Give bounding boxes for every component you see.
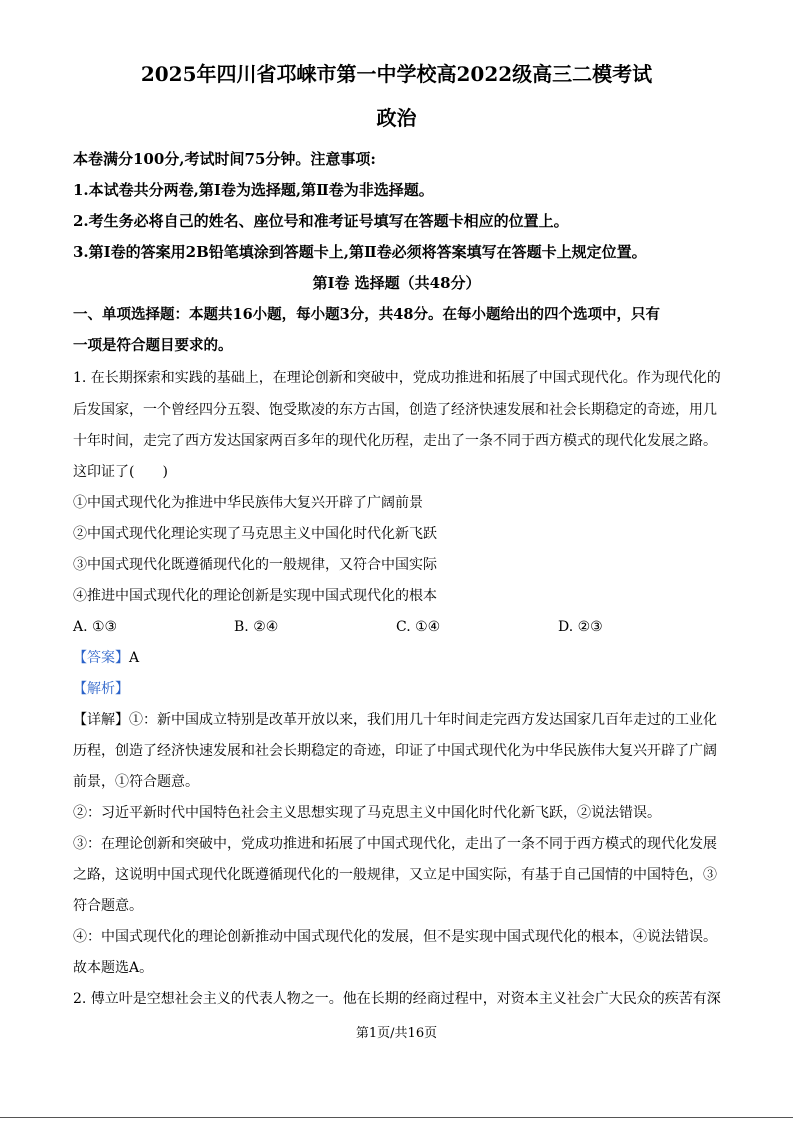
question-item: ①中国式现代化为推进中华民族伟大复兴开辟了广阔前景 (73, 495, 423, 511)
question-stem-line: 这印证了( ) (73, 464, 168, 480)
section-title: 第Ⅰ卷 选择题（共48分） (312, 274, 481, 292)
question-stem-line: 2. 傅立叶是空想社会主义的代表人物之一。他在长期的经商过程中，对资本主义社会广大民众的疾苦有深 (73, 991, 721, 1007)
answer-line (73, 648, 139, 668)
option-c: C. ①④ (396, 619, 441, 635)
question-item: ③中国式现代化既遵循现代化的一般规律，又符合中国实际 (73, 557, 437, 573)
subject-title: 政治 (376, 106, 417, 130)
page-number: 第1页/共16页 (355, 1026, 438, 1041)
question-item: ④推进中国式现代化的理论创新是实现中国式现代化的根本 (73, 588, 437, 604)
explanation-text: ①：新中国成立特别是改革开放以来，我们用几十年时间走完西方发达国家几百年走过的工业化 (129, 712, 717, 728)
answer-tag: 【答案】 (73, 650, 129, 666)
exam-note-line: 本卷满分100分,考试时间75分钟。注意事项: (73, 150, 376, 168)
explanation-line: ②：习近平新时代中国特色社会主义思想实现了马克思主义中国化时代化新飞跃，②说法错误。 (73, 805, 661, 821)
detail-tag: 【详解】 (73, 712, 129, 728)
option-a: A. ①③ (73, 619, 118, 635)
explanation-line: 历程，创造了经济快速发展和社会长期稳定的奇迹，印证了中国式现代化为中华民族伟大复兴开辟了广阔 (73, 743, 717, 759)
question-item: ②中国式现代化理论实现了马克思主义中国化时代化新飞跃 (73, 526, 437, 542)
exam-note-line: 1.本试卷共分两卷,第Ⅰ卷为选择题,第Ⅱ卷为非选择题。 (73, 181, 434, 199)
question-stem-line: 十年时间，走完了西方发达国家两百多年的现代化历程，走出了一条不同于西方模式的现代化发展之路。 (73, 433, 717, 449)
explanation-line: ④：中国式现代化的理论创新推动中国式现代化的发展，但不是实现中国式现代化的根本，④说法错误。 (73, 929, 717, 945)
question-stem-line: 后发国家，一个曾经四分五裂、饱受欺凌的东方古国，创造了经济快速发展和社会长期稳定的奇迹，用几 (73, 402, 717, 418)
explanation-line: 前景，①符合题意。 (73, 774, 199, 790)
explanation-line: 符合题意。 (73, 898, 143, 914)
analysis-line (73, 679, 129, 699)
exam-title: 2025年四川省邛崃市第一中学校高2022级高三二模考试 (140, 62, 653, 86)
explanation-line: 之路，这说明中国式现代化既遵循现代化的一般规律，又立足中国实际，有基于自己国情的中国特色，③ (73, 867, 717, 883)
question-stem-line: 1. 在长期探索和实践的基础上，在理论创新和突破中，党成功推进和拓展了中国式现代化。作为现代化的 (73, 370, 721, 386)
exam-note-line: 2.考生务必将自己的姓名、座位号和准考证号填写在答题卡相应的位置上。 (73, 212, 569, 230)
bottom-divider (0, 1117, 793, 1118)
explanation-line: 故本题选A。 (73, 960, 154, 976)
analysis-tag: 【解析】 (73, 681, 129, 697)
part-heading: 一、单项选择题：本题共16小题，每小题3分，共48分。在每小题给出的四个选项中，只有 (73, 306, 660, 323)
explanation-line (73, 710, 717, 730)
explanation-line: ③：在理论创新和突破中，党成功推进和拓展了中国式现代化，走出了一条不同于西方模式的现代化发展 (73, 836, 717, 852)
answer-value: A (129, 650, 140, 666)
part-heading: 一项是符合题目要求的。 (73, 337, 233, 354)
option-d: D. ②③ (558, 619, 603, 635)
option-b: B. ②④ (234, 619, 279, 635)
exam-note-line: 3.第Ⅰ卷的答案用2B铅笔填涂到答题卡上,第Ⅱ卷必须将答案填写在答题卡上规定位置。 (73, 243, 647, 261)
